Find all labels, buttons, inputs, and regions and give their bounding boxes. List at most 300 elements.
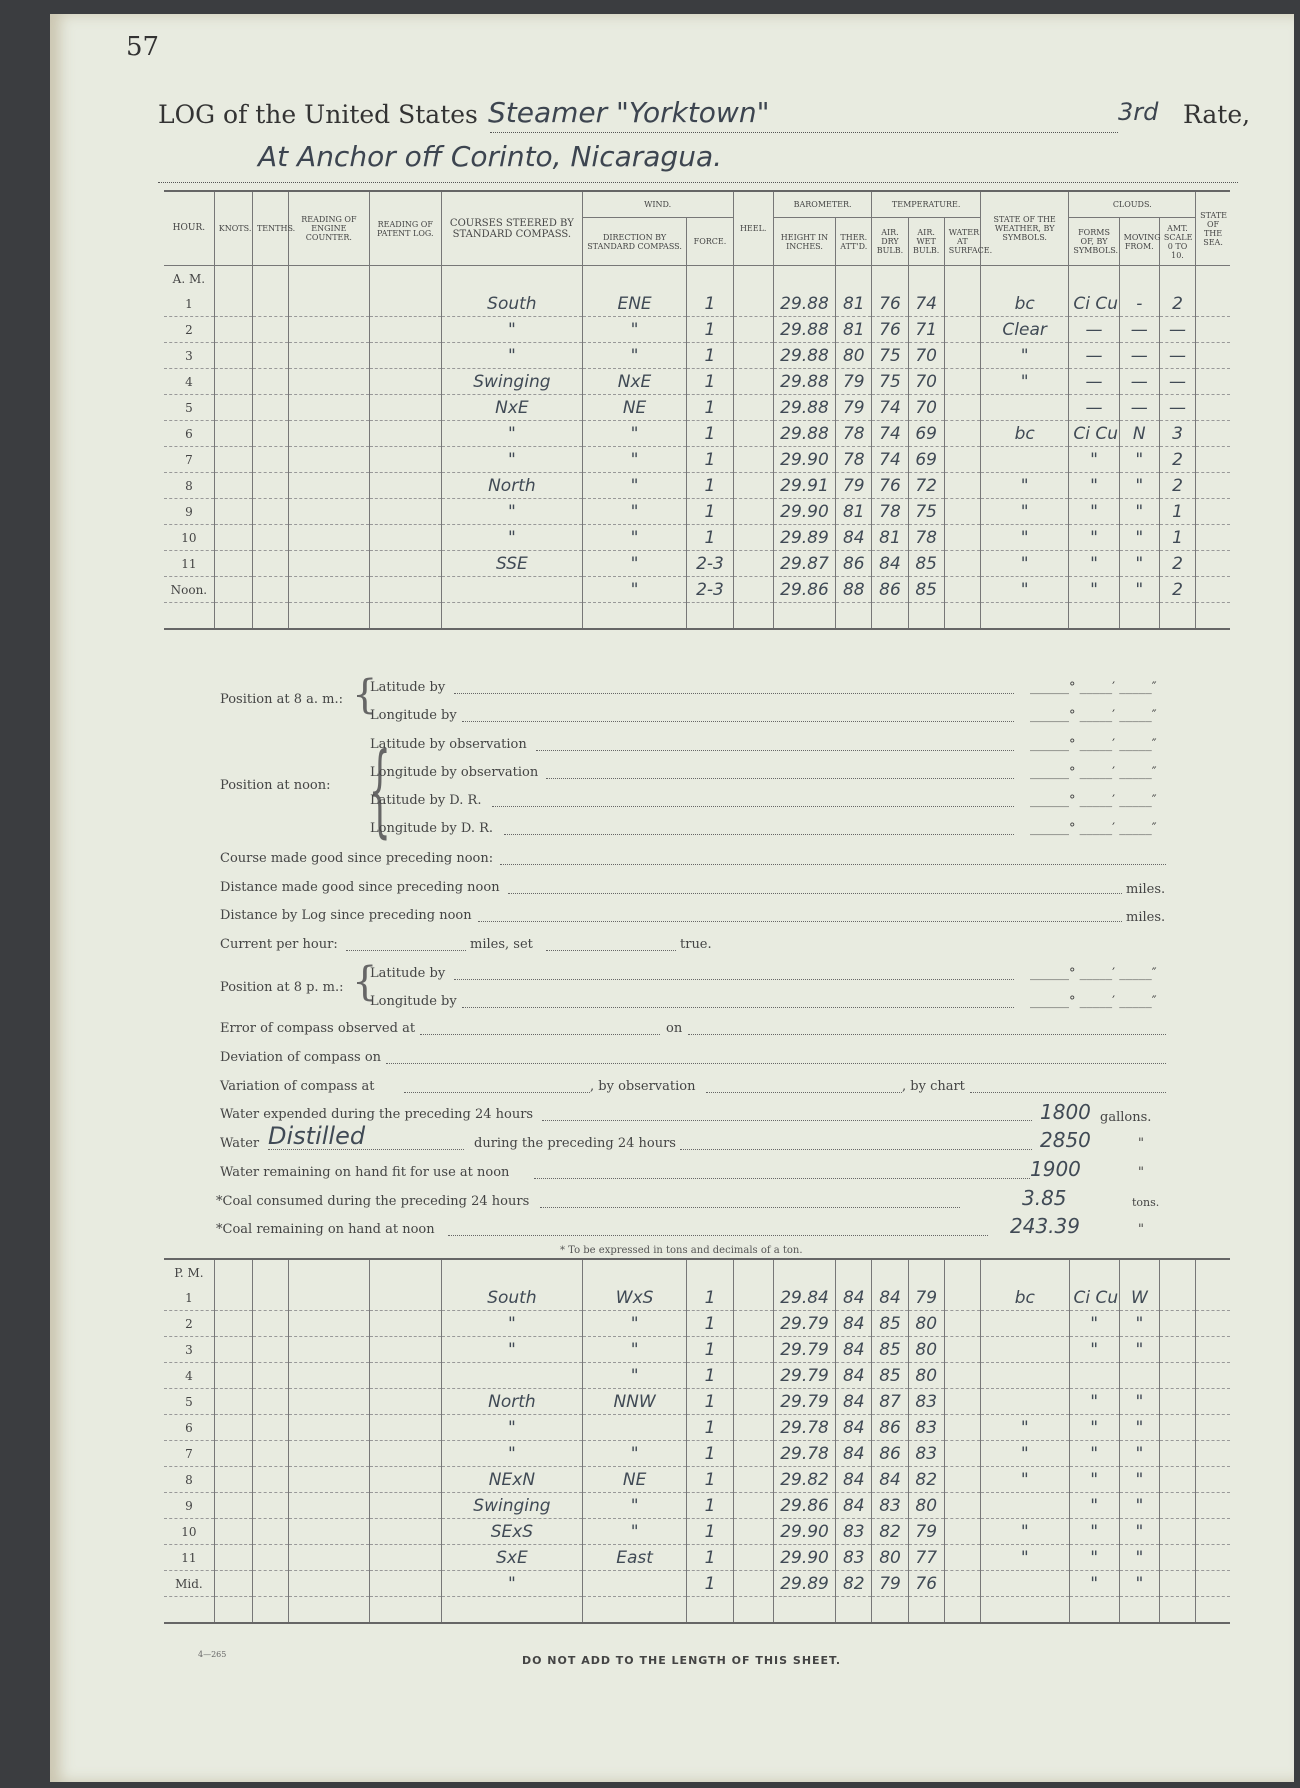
tenths-cell	[252, 447, 288, 473]
ther-cell: 84	[836, 1415, 872, 1441]
coal-consumed-value: 3.85	[1022, 1186, 1067, 1210]
moving-cell: "	[1119, 1519, 1159, 1545]
water-cell	[944, 499, 980, 525]
col-baro-height: HEIGHT IN INCHES.	[773, 218, 835, 266]
col-sea: STATE OF THE SEA.	[1196, 191, 1230, 266]
heel-cell	[733, 421, 773, 447]
am-label-row	[164, 266, 1230, 292]
log-header	[158, 96, 1251, 129]
course-cell: "	[442, 1415, 583, 1441]
sea-cell	[1196, 1441, 1230, 1467]
baro-cell: 29.88	[773, 395, 835, 421]
dry-cell: 74	[872, 395, 908, 421]
course-cell: SExS	[442, 1519, 583, 1545]
long-dr-label: Longitude by D. R.	[370, 821, 493, 836]
force-cell: 1	[687, 1363, 733, 1389]
knots-cell	[214, 1571, 252, 1597]
wet-cell: 75	[908, 499, 944, 525]
course-cell	[441, 577, 582, 603]
wind-dir-cell: NNW	[582, 1389, 687, 1415]
tenths-cell	[252, 1519, 288, 1545]
course-cell: "	[442, 1311, 583, 1337]
forms-cell: "	[1069, 525, 1119, 551]
patentlog-cell	[369, 291, 441, 317]
pm-row	[164, 1519, 1230, 1545]
pm-row	[164, 1493, 1230, 1519]
patentlog-cell	[369, 1467, 441, 1493]
amt-cell	[1160, 1467, 1196, 1493]
distance-log-label: Distance by Log since preceding noon	[220, 908, 472, 923]
wind-dir-cell	[582, 1415, 687, 1441]
baro-cell: 29.87	[773, 551, 835, 577]
patentlog-cell	[369, 473, 441, 499]
patentlog-cell	[369, 1285, 441, 1311]
course-cell: Swinging	[441, 369, 582, 395]
dry-cell: 75	[872, 343, 908, 369]
moving-cell: —	[1119, 317, 1159, 343]
course-cell: "	[441, 343, 582, 369]
ther-cell: 79	[836, 369, 872, 395]
baro-cell: 29.88	[773, 369, 835, 395]
water-distilled-line2	[680, 1148, 1032, 1150]
weather-cell	[981, 1571, 1069, 1597]
water-cell	[944, 1571, 980, 1597]
footnote: * To be expressed in tons and decimals of a ton.	[560, 1245, 803, 1256]
moving-cell: —	[1119, 395, 1159, 421]
dry-cell: 74	[872, 447, 908, 473]
patentlog-cell	[369, 395, 441, 421]
tenths-cell	[252, 1389, 288, 1415]
col-engine-counter: READING OF ENGINE COUNTER.	[289, 191, 369, 266]
long-8pm-deg: ______° _____′ _____″	[1030, 994, 1157, 1009]
forms-cell: "	[1069, 1571, 1119, 1597]
tenths-cell	[252, 1415, 288, 1441]
tenths-cell	[252, 1571, 288, 1597]
ther-cell: 78	[836, 447, 872, 473]
wind-dir-cell: "	[582, 447, 687, 473]
wet-cell: 71	[908, 317, 944, 343]
wet-cell: 85	[908, 551, 944, 577]
weather-cell: bc	[980, 421, 1068, 447]
hour-cell: 7	[164, 447, 214, 473]
sea-cell	[1196, 343, 1230, 369]
knots-cell	[214, 1467, 252, 1493]
baro-cell: 29.88	[773, 421, 835, 447]
ther-cell: 84	[836, 1441, 872, 1467]
sea-cell	[1196, 1285, 1230, 1311]
lat-8pm-line	[454, 978, 1014, 980]
forms-cell: "	[1069, 1389, 1119, 1415]
water-distilled-kind: Distilled	[268, 1122, 366, 1150]
coal-consumed-line	[540, 1206, 960, 1208]
force-cell: 1	[687, 1311, 733, 1337]
engine-cell	[289, 317, 369, 343]
lat-8am-deg: ______° _____′ _____″	[1030, 680, 1157, 695]
col-water-surface: WATER AT SURFACE.	[944, 218, 980, 266]
sea-cell	[1196, 1545, 1230, 1571]
water-remaining-value: 1900	[1030, 1157, 1081, 1181]
ther-cell: 88	[836, 577, 872, 603]
sea-cell	[1196, 369, 1230, 395]
force-cell: 1	[687, 525, 733, 551]
ther-cell: 83	[836, 1545, 872, 1571]
patentlog-cell	[369, 1363, 441, 1389]
forms-cell: Ci Cu	[1069, 1285, 1119, 1311]
dry-cell: 84	[872, 551, 908, 577]
baro-cell: 29.88	[773, 343, 835, 369]
dry-cell: 74	[872, 421, 908, 447]
forms-cell	[1069, 1363, 1119, 1389]
forms-cell: "	[1069, 1467, 1119, 1493]
wet-cell: 77	[908, 1545, 944, 1571]
weather-cell: "	[981, 1415, 1069, 1441]
amt-cell: —	[1159, 317, 1195, 343]
col-wind: WIND.	[582, 191, 733, 218]
force-cell: 1	[687, 421, 733, 447]
long-dr-line	[504, 833, 1014, 835]
knots-cell	[214, 551, 252, 577]
rate-value: 3rd	[1118, 98, 1159, 126]
water-expended-unit: gallons.	[1100, 1110, 1152, 1125]
baro-cell: 29.88	[773, 317, 835, 343]
col-cloud-moving: MOVING FROM.	[1119, 218, 1159, 266]
pm-row	[164, 1415, 1230, 1441]
heel-cell	[733, 1415, 773, 1441]
engine-cell	[289, 291, 369, 317]
course-cell: SxE	[442, 1545, 583, 1571]
water-cell	[944, 551, 980, 577]
heel-cell	[733, 577, 773, 603]
patentlog-cell	[369, 447, 441, 473]
coal-consumed-label: *Coal consumed during the preceding 24 hours	[216, 1194, 530, 1209]
wet-cell: 78	[908, 525, 944, 551]
dry-cell: 86	[872, 1441, 908, 1467]
forms-cell: "	[1069, 1519, 1119, 1545]
baro-cell: 29.82	[773, 1467, 835, 1493]
wind-dir-cell: "	[582, 1519, 687, 1545]
pm-label: P. M.	[164, 1259, 214, 1285]
col-tenths: TENTHS.	[252, 191, 288, 266]
baro-cell: 29.79	[773, 1363, 835, 1389]
water-remaining-line	[534, 1177, 1030, 1179]
baro-cell: 29.86	[773, 577, 835, 603]
vessel-name: Steamer "Yorktown"	[488, 96, 770, 129]
water-cell	[944, 1363, 980, 1389]
am-row	[164, 577, 1230, 603]
patentlog-cell	[369, 1519, 441, 1545]
wind-dir-cell: "	[582, 525, 687, 551]
course-cell: "	[441, 317, 582, 343]
forms-cell: Ci Cu	[1069, 291, 1119, 317]
hour-cell: Mid.	[164, 1571, 214, 1597]
engine-cell	[289, 1285, 369, 1311]
weather-cell: "	[980, 343, 1068, 369]
water-cell	[944, 525, 980, 551]
current-set-line	[546, 949, 676, 951]
water-distilled-value: 2850	[1040, 1128, 1091, 1152]
force-cell: 1	[687, 1493, 733, 1519]
hour-cell: 1	[164, 1285, 214, 1311]
dry-cell: 79	[872, 1571, 908, 1597]
ther-cell: 84	[836, 1467, 872, 1493]
wet-cell: 80	[908, 1311, 944, 1337]
wind-dir-cell: "	[582, 317, 687, 343]
wet-cell: 79	[908, 1519, 944, 1545]
wet-cell: 69	[908, 447, 944, 473]
amt-cell	[1160, 1337, 1196, 1363]
knots-cell	[214, 395, 252, 421]
engine-cell	[289, 551, 369, 577]
long-obs-deg: ______° _____′ _____″	[1030, 765, 1157, 780]
tenths-cell	[252, 473, 288, 499]
col-knots: KNOTS.	[214, 191, 252, 266]
forms-cell: "	[1069, 1545, 1119, 1571]
engine-cell	[289, 1467, 369, 1493]
patentlog-cell	[369, 343, 441, 369]
wind-dir-cell: NxE	[582, 369, 687, 395]
amt-cell: 2	[1159, 447, 1195, 473]
wind-dir-cell: WxS	[582, 1285, 687, 1311]
force-cell: 1	[687, 291, 733, 317]
knots-cell	[214, 1545, 252, 1571]
tenths-cell	[252, 525, 288, 551]
hour-cell: 8	[164, 473, 214, 499]
moving-cell: "	[1119, 447, 1159, 473]
weather-cell: "	[980, 499, 1068, 525]
hour-cell: 11	[164, 1545, 214, 1571]
variation-by-obs: , by observation	[590, 1079, 696, 1094]
baro-cell: 29.89	[773, 1571, 835, 1597]
baro-cell: 29.90	[773, 499, 835, 525]
hour-cell: 11	[164, 551, 214, 577]
moving-cell: —	[1119, 343, 1159, 369]
col-baro-ther: THER. ATT'D.	[836, 218, 872, 266]
course-cell: NExN	[442, 1467, 583, 1493]
knots-cell	[214, 577, 252, 603]
moving-cell: —	[1119, 369, 1159, 395]
weather-cell: "	[981, 1441, 1069, 1467]
am-row	[164, 551, 1230, 577]
wet-cell: 80	[908, 1337, 944, 1363]
engine-cell	[289, 447, 369, 473]
col-air-wet: AIR. WET BULB.	[908, 218, 944, 266]
patentlog-cell	[369, 369, 441, 395]
wind-dir-cell: "	[582, 343, 687, 369]
forms-cell: —	[1069, 369, 1119, 395]
tenths-cell	[252, 499, 288, 525]
forms-cell: "	[1069, 1311, 1119, 1337]
pm-log-table	[164, 1258, 1230, 1624]
current-miles-set: miles, set	[470, 937, 533, 952]
patentlog-cell	[369, 1337, 441, 1363]
wind-dir-cell: ENE	[582, 291, 687, 317]
dry-cell: 80	[872, 1545, 908, 1571]
ther-cell: 83	[836, 1519, 872, 1545]
weather-cell: bc	[981, 1285, 1069, 1311]
sea-cell	[1196, 1415, 1230, 1441]
tenths-cell	[252, 395, 288, 421]
weather-cell	[980, 395, 1068, 421]
knots-cell	[214, 1389, 252, 1415]
knots-cell	[214, 1415, 252, 1441]
moving-cell	[1119, 1363, 1159, 1389]
error-compass-on: on	[666, 1021, 683, 1036]
wet-cell: 80	[908, 1363, 944, 1389]
water-cell	[944, 1467, 980, 1493]
course-cell: North	[442, 1389, 583, 1415]
course-made-label: Course made good since preceding noon:	[220, 851, 494, 866]
sea-cell	[1196, 291, 1230, 317]
force-cell: 1	[687, 317, 733, 343]
heel-cell	[733, 1571, 773, 1597]
engine-cell	[289, 1545, 369, 1571]
col-wind-direction: DIRECTION BY STANDARD COMPASS.	[582, 218, 687, 266]
hour-cell: 5	[164, 1389, 214, 1415]
tenths-cell	[252, 317, 288, 343]
am-row	[164, 317, 1230, 343]
am-log-table	[164, 190, 1230, 630]
ther-cell: 84	[836, 1363, 872, 1389]
dry-cell: 85	[872, 1311, 908, 1337]
wet-cell: 83	[908, 1389, 944, 1415]
wet-cell: 72	[908, 473, 944, 499]
long-dr-deg: ______° _____′ _____″	[1030, 821, 1157, 836]
heel-cell	[733, 317, 773, 343]
ther-cell: 82	[836, 1571, 872, 1597]
ther-cell: 79	[836, 395, 872, 421]
water-cell	[944, 1441, 980, 1467]
heel-cell	[733, 1311, 773, 1337]
force-cell: 1	[687, 473, 733, 499]
variation-line	[404, 1091, 590, 1093]
tenths-cell	[252, 551, 288, 577]
hour-cell: 4	[164, 1363, 214, 1389]
sea-cell	[1196, 1337, 1230, 1363]
force-cell: 1	[687, 369, 733, 395]
long-8am-line	[462, 720, 1014, 722]
hour-cell: 4	[164, 369, 214, 395]
sea-cell	[1196, 473, 1230, 499]
tenths-cell	[252, 1545, 288, 1571]
sea-cell	[1196, 1363, 1230, 1389]
lat-dr-label: Latitude by D. R.	[370, 793, 482, 808]
force-cell: 1	[687, 343, 733, 369]
wet-cell: 69	[908, 421, 944, 447]
sea-cell	[1196, 525, 1230, 551]
wind-dir-cell: "	[582, 499, 687, 525]
lat-8pm-label: Latitude by	[370, 966, 446, 981]
heel-cell	[733, 395, 773, 421]
force-cell: 2-3	[687, 551, 733, 577]
tenths-cell	[252, 1337, 288, 1363]
course-cell: "	[442, 1441, 583, 1467]
weather-cell: "	[980, 577, 1068, 603]
sea-cell	[1196, 1311, 1230, 1337]
heel-cell	[733, 1467, 773, 1493]
tenths-cell	[252, 577, 288, 603]
log-title: LOG of the United States	[158, 100, 478, 129]
location-line: At Anchor off Corinto, Nicaragua.	[258, 140, 723, 173]
engine-cell	[289, 1519, 369, 1545]
patentlog-cell	[369, 421, 441, 447]
patentlog-cell	[369, 1415, 441, 1441]
force-cell: 1	[687, 1441, 733, 1467]
patentlog-cell	[369, 1571, 441, 1597]
tenths-cell	[252, 1285, 288, 1311]
dry-cell: 84	[872, 1285, 908, 1311]
amt-cell	[1160, 1415, 1196, 1441]
pm-row	[164, 1337, 1230, 1363]
lat-8am-label: Latitude by	[370, 680, 446, 695]
dry-cell: 75	[872, 369, 908, 395]
wind-dir-cell: "	[582, 1441, 687, 1467]
amt-cell	[1160, 1389, 1196, 1415]
force-cell: 1	[687, 1389, 733, 1415]
distance-made-miles: miles.	[1126, 882, 1166, 897]
dry-cell: 85	[872, 1363, 908, 1389]
patentlog-cell	[369, 1493, 441, 1519]
moving-cell: "	[1119, 1415, 1159, 1441]
knots-cell	[214, 1519, 252, 1545]
amt-cell	[1160, 1441, 1196, 1467]
baro-cell: 29.88	[773, 291, 835, 317]
patentlog-cell	[369, 1389, 441, 1415]
moving-cell: "	[1119, 1389, 1159, 1415]
hour-cell: 10	[164, 1519, 214, 1545]
moving-cell: "	[1119, 499, 1159, 525]
pm-row	[164, 1285, 1230, 1311]
pm-label-row	[164, 1259, 1230, 1285]
long-8pm-line	[462, 1006, 1014, 1008]
engine-cell	[289, 1311, 369, 1337]
variation-by-chart: , by chart	[902, 1079, 965, 1094]
hour-cell: 2	[164, 1311, 214, 1337]
wet-cell: 80	[908, 1493, 944, 1519]
am-row	[164, 291, 1230, 317]
hour-cell: Noon.	[164, 577, 214, 603]
baro-cell: 29.78	[773, 1441, 835, 1467]
brace-8am: {	[352, 672, 378, 718]
heel-cell	[733, 525, 773, 551]
force-cell: 1	[687, 499, 733, 525]
am-row	[164, 473, 1230, 499]
force-cell: 1	[687, 1519, 733, 1545]
force-cell: 1	[687, 1571, 733, 1597]
weather-cell	[981, 1389, 1069, 1415]
heel-cell	[733, 369, 773, 395]
pm-rows	[164, 1259, 1230, 1623]
tenths-cell	[252, 421, 288, 447]
ther-cell: 78	[836, 421, 872, 447]
wind-dir-cell: "	[582, 577, 687, 603]
pm-row	[164, 1363, 1230, 1389]
pm-blank-row	[164, 1597, 1230, 1624]
location-dotted-line	[158, 182, 1238, 183]
pm-row	[164, 1571, 1230, 1597]
knots-cell	[214, 447, 252, 473]
col-cloud-forms: FORMS OF, BY SYMBOLS.	[1069, 218, 1119, 266]
am-blank-row	[164, 603, 1230, 630]
water-distilled-prefix: Water	[220, 1136, 260, 1151]
am-label: A. M.	[164, 266, 214, 292]
force-cell: 1	[687, 1467, 733, 1493]
forms-cell: —	[1069, 317, 1119, 343]
course-cell: "	[442, 1571, 583, 1597]
water-cell	[944, 369, 980, 395]
heel-cell	[733, 499, 773, 525]
baro-cell: 29.78	[773, 1415, 835, 1441]
force-cell: 1	[687, 1285, 733, 1311]
